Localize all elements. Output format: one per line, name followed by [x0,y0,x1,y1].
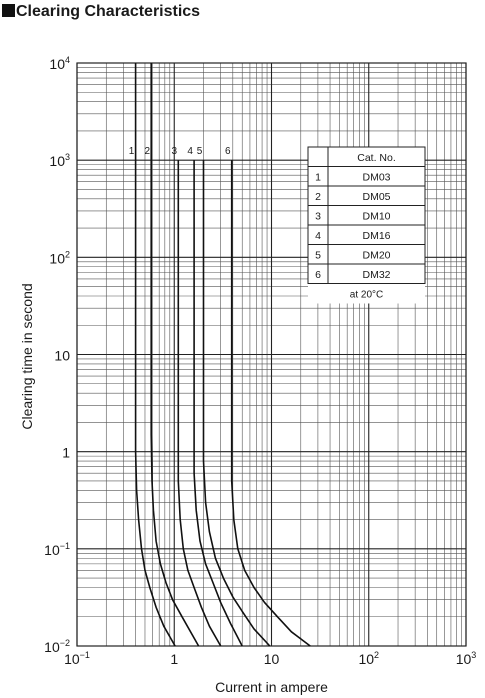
legend-cat-no: DM10 [362,210,391,223]
y-tick-label: 10 [54,347,70,364]
curve-label-3: 3 [171,146,178,157]
y-axis-ticks [44,55,70,655]
legend-table [308,147,425,304]
legend-cat-no: DM16 [362,229,391,242]
x-tick-label: $10^{-1}$ [64,650,90,667]
y-tick-label: $10^2$ [49,249,70,267]
curve-label-1: 1 [128,146,135,157]
curve-label-5: 5 [196,146,203,157]
legend-row-number: 2 [315,190,321,203]
x-axis-label: Current in ampere [215,679,328,695]
y-tick-label: 1 [62,444,70,461]
curve-5 [204,160,270,646]
legend-cat-no: DM03 [362,171,391,184]
x-tick-label: 1 [170,651,179,667]
x-axis-ticks [64,650,476,667]
curve-label-4: 4 [187,146,193,157]
x-tick-label: $10^2$ [358,650,380,667]
curve-4 [194,160,242,646]
y-tick-label: $10^3$ [49,152,70,170]
curve-3 [178,160,220,646]
curve-label-6: 6 [224,146,231,157]
legend-cat-no: DM32 [362,268,391,281]
curve-label-2: 2 [144,146,151,157]
chart-title-text: Clearing Characteristics [16,3,201,20]
y-tick-label: $10^{-2}$ [44,638,70,655]
y-tick-label: $10^4$ [49,55,70,72]
x-tick-label: 10 [263,651,280,667]
legend-row-number: 6 [315,268,321,281]
legend-row-number: 4 [315,229,321,242]
legend-cat-no: DM20 [362,249,391,262]
legend-row-number: 5 [315,249,321,262]
legend-note: at 20°C [349,289,384,301]
legend-header: Cat. No. [357,151,396,164]
curve-label-group [129,146,231,157]
y-axis-label: Clearing time in second [19,283,35,430]
x-tick-label: $10^3$ [455,650,477,667]
legend-row-number: 3 [315,210,321,223]
legend-cat-no: DM05 [362,190,391,203]
legend-row-number: 1 [315,171,321,184]
y-tick-label: $10^{-1}$ [44,540,70,558]
